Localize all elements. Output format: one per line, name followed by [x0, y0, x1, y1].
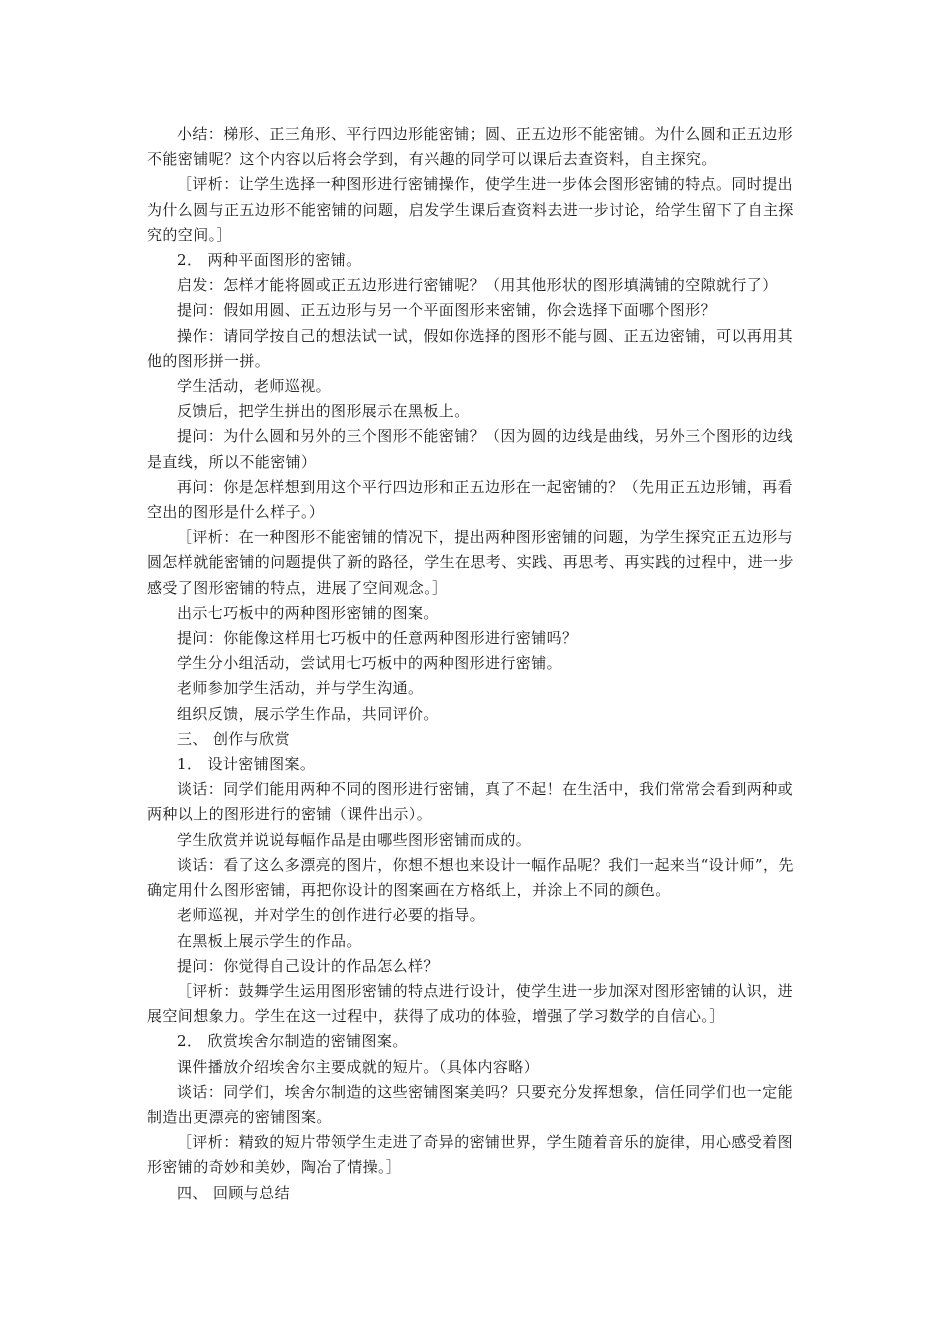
paragraph: 出示七巧板中的两种图形密铺的图案。 [177, 603, 439, 622]
paragraph-comment: ［评析：鼓舞学生运用图形密铺的特点进行设计，使学生进一步加深对图形密铺的认识，进展空间想象力。学生在这一过程中，获得了成功的体验，增强了学习数学的自信心。］ [147, 981, 794, 1026]
paragraph: 学生活动，老师巡视。 [177, 377, 332, 396]
paragraph: 操作：请同学按自己的想法试一试，假如你选择的图形不能与圆、正五边密铺，可以再用其他的图形拼一拼。 [147, 326, 794, 370]
paragraph: 老师巡视，并对学生的创作进行必要的指导。 [177, 906, 486, 925]
paragraph-comment: ［评析：精致的短片带领学生走进了奇异的密铺世界，学生随着音乐的旋律，用心感受着图形密铺的奇妙和美妙，陶冶了情操。］ [147, 1133, 794, 1177]
paragraph: 组织反馈，展示学生作品，共同评价。 [177, 704, 439, 723]
paragraph-comment: ［评析：让学生选择一种图形进行密铺操作，使学生进一步体会图形密铺的特点。同时提出为什么圆与正五边形不能密铺的问题，启发学生课后查资料去进一步讨论，给学生留下了自主探究的空间。］ [147, 175, 794, 244]
section-heading: 四、 回顾与总结 [177, 1183, 290, 1202]
paragraph-summary: 小结：梯形、正三角形、平行四边形能密铺；圆、正五边形不能密铺。为什么圆和正五边形不能密铺呢？这个内容以后将会学到，有兴趣的同学可以课后去查资料，自主探究。 [147, 125, 794, 169]
paragraph: 启发：怎样才能将圆或正五边形进行密铺呢？（用其他形状的图形填满铺的空隙就行了） [177, 276, 778, 295]
paragraph: 提问：假如用圆、正五边形与另一个平面图形来密铺，你会选择下面哪个图形？ [177, 301, 717, 320]
paragraph: 课件播放介绍埃舍尔主要成就的短片。（具体内容略） [177, 1057, 540, 1076]
paragraph: 学生分小组活动，尝试用七巧板中的两种图形进行密铺。 [177, 654, 563, 673]
paragraph-comment: ［评析：在一种图形不能密铺的情况下，提出两种图形密铺的问题，为学生探究正五边形与圆怎样就能密铺的问题提供了新的路径，学生在思考、实践、再思考、再实践的过程中，进一步感受了图形密铺的特点，进展了空间观念。］ [147, 528, 794, 597]
subsection-heading: 1． 设计密铺图案。 [177, 755, 316, 774]
paragraph: 谈话：同学们，埃舍尔制造的这些密铺图案美吗？只要充分发挥想象，信任同学们也一定能制造出更漂亮的密铺图案。 [147, 1082, 794, 1126]
paragraph: 提问：你觉得自己设计的作品怎么样？ [177, 956, 439, 975]
subsection-heading: 2． 欣赏埃舍尔制造的密铺图案。 [177, 1032, 408, 1051]
section-heading: 2． 两种平面图形的密铺。 [177, 251, 362, 270]
paragraph: 谈话：看了这么多漂亮的图片，你想不想也来设计一幅作品呢？我们一起来当“设计师”，先确定用什么图形密铺，再把你设计的图案画在方格纸上，并涂上不同的颜色。 [147, 855, 794, 900]
paragraph: 在黑板上展示学生的作品。 [177, 931, 362, 950]
document-body [147, 122, 807, 1206]
paragraph: 提问：你能像这样用七巧板中的任意两种图形进行密铺吗？ [177, 629, 578, 648]
paragraph: 学生欣赏并说说每幅作品是由哪些图形密铺而成的。 [177, 830, 532, 849]
section-heading: 三、 创作与欣赏 [177, 729, 290, 748]
paragraph: 提问：为什么圆和另外的三个图形不能密铺？（因为圆的边线是曲线，另外三个图形的边线是直线，所以不能密铺） [147, 427, 794, 471]
paragraph: 再问：你是怎样想到用这个平行四边形和正五边形在一起密铺的？（先用正五边形铺，再看空出的图形是什么样子。） [147, 477, 794, 522]
paragraph: 反馈后，把学生拼出的图形展示在黑板上。 [177, 402, 470, 421]
paragraph: 老师参加学生活动，并与学生沟通。 [177, 679, 424, 698]
paragraph: 谈话：同学们能用两种不同的图形进行密铺，真了不起！在生活中，我们常常会看到两种或两种以上的图形进行的密铺（课件出示）。 [147, 780, 794, 824]
